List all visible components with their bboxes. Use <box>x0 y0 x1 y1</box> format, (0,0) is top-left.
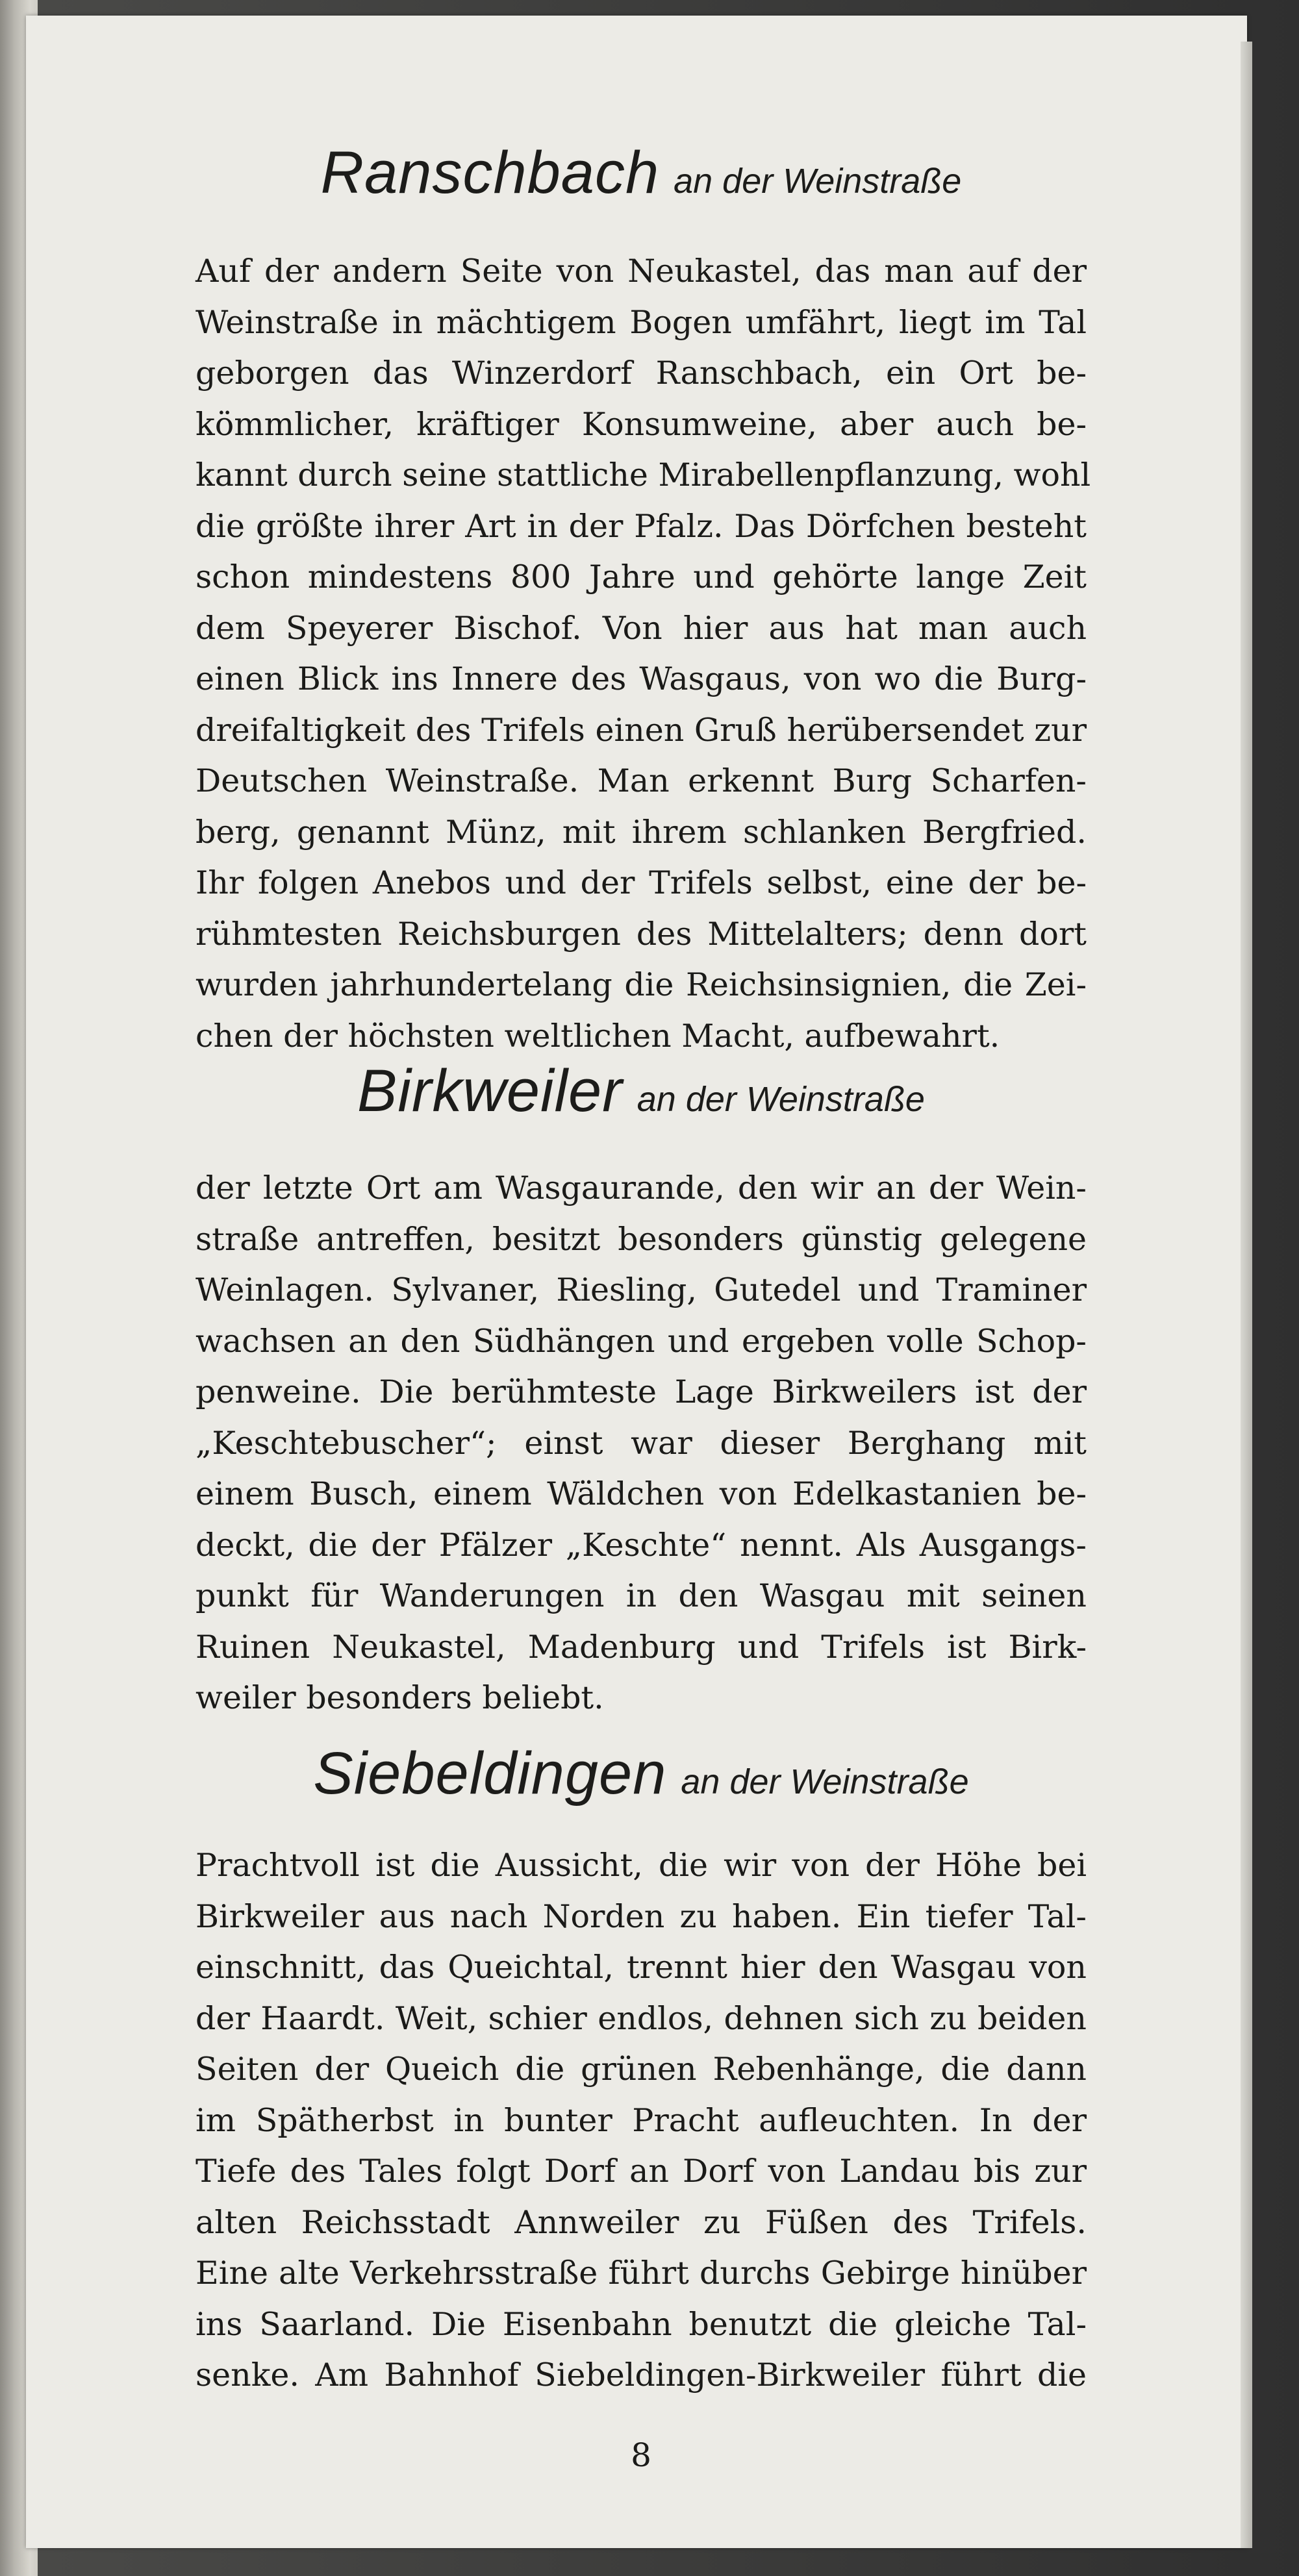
text-line: „Keschtebuscher“; einst war dieser Berghang mit <box>195 1424 1087 1462</box>
text-line: Weinlagen. Sylvaner, Riesling, Gutedel und Traminer <box>195 1271 1087 1308</box>
page-stack-edge <box>1241 42 1252 2548</box>
heading-birkweiler <box>195 1057 1087 1125</box>
text-line: Deutschen Weinstraße. Man erkennt Burg Scharfen- <box>195 762 1087 799</box>
text-line: schon mindestens 800 Jahre und gehörte lange Zeit <box>195 558 1087 595</box>
text-line: Tiefe des Tales folgt Dorf an Dorf von Landau bis zur <box>195 2153 1087 2190</box>
text-line: kannt durch seine stattliche Mirabellenpflanzung, wohl <box>195 456 1091 494</box>
text-line: im Spätherbst in bunter Pracht aufleuchten. In der <box>195 2101 1087 2139</box>
book-page <box>26 16 1247 2548</box>
text-line: Eine alte Verkehrsstraße führt durchs Gebirge hinüber <box>195 2255 1087 2292</box>
text-line: senke. Am Bahnhof Siebeldingen-Birkweiler führt die <box>195 2357 1087 2394</box>
text-line: der Haardt. Weit, schier endlos, dehnen sich zu beiden <box>195 1999 1087 2037</box>
text-line: wachsen an den Südhängen und ergeben volle Schop- <box>195 1322 1087 1360</box>
text-line: kömmlicher, kräftiger Konsumweine, aber auch be- <box>195 405 1087 443</box>
text-line: deckt, die der Pfälzer „Keschte“ nennt. Als Ausgangs- <box>195 1526 1087 1564</box>
text-line: weiler besonders beliebt. <box>195 1679 604 1716</box>
text-line: die größte ihrer Art in der Pfalz. Das Dörfchen besteht <box>195 507 1087 545</box>
paragraph-siebeldingen <box>195 1840 1087 2401</box>
text-line: chen der höchsten weltlichen Macht, aufbewahrt. <box>195 1017 1000 1055</box>
heading-title: Siebeldingen <box>313 1740 667 1807</box>
text-line: berg, genannt Münz, mit ihrem schlanken Bergfried. <box>195 813 1087 851</box>
text-line: geborgen das Winzerdorf Ranschbach, ein Ort be- <box>195 355 1087 392</box>
paragraph-birkweiler <box>195 1163 1087 1724</box>
text-line: einschnitt, das Queichtal, trennt hier den Wasgau von <box>195 1949 1087 1986</box>
text-line: Prachtvoll ist die Aussicht, die wir von der Höhe bei <box>195 1847 1087 1884</box>
text-line: punkt für Wanderungen in den Wasgau mit seinen <box>195 1577 1087 1614</box>
text-line: wurden jahrhundertelang die Reichsinsignien, die Zei- <box>195 966 1087 1003</box>
text-line: der letzte Ort am Wasgaurande, den wir an der Wein- <box>195 1169 1087 1207</box>
text-line: rühmtesten Reichsburgen des Mittelalters; denn dort <box>195 915 1087 953</box>
paragraph-ranschbach <box>195 246 1091 1062</box>
text-line: Auf der andern Seite von Neukastel, das man auf der <box>195 253 1087 290</box>
heading-suffix: an der Weinstraße <box>674 162 962 201</box>
heading-suffix: an der Weinstraße <box>681 1762 969 1801</box>
text-line: ins Saarland. Die Eisenbahn benutzt die gleiche Tal- <box>195 2305 1087 2343</box>
text-line: Seiten der Queich die grünen Rebenhänge, die dann <box>195 2051 1087 2088</box>
text-line: Birkweiler aus nach Norden zu haben. Ein tiefer Tal- <box>195 1897 1087 1935</box>
heading-title: Birkweiler <box>357 1058 623 1124</box>
text-line: Weinstraße in mächtigem Bogen umfährt, liegt im Tal <box>195 303 1087 341</box>
text-line: straße antreffen, besitzt besonders günstig gelegene <box>195 1220 1087 1258</box>
heading-suffix: an der Weinstraße <box>637 1080 925 1119</box>
heading-ranschbach <box>195 139 1087 207</box>
text-line: einen Blick ins Innere des Wasgaus, von wo die Burg- <box>195 660 1087 697</box>
page-number: 8 <box>631 2436 651 2474</box>
text-line: alten Reichsstadt Annweiler zu Füßen des Trifels. <box>195 2203 1087 2241</box>
heading-siebeldingen <box>195 1740 1087 1808</box>
text-line: penweine. Die berühmteste Lage Birkweilers ist der <box>195 1373 1087 1410</box>
text-line: Ruinen Neukastel, Madenburg und Trifels ist Birk- <box>195 1628 1087 1666</box>
text-line: dem Speyerer Bischof. Von hier aus hat man auch <box>195 609 1087 647</box>
text-line: dreifaltigkeit des Trifels einen Gruß herübersendet zur <box>195 711 1087 749</box>
text-line: einem Busch, einem Wäldchen von Edelkastanien be- <box>195 1475 1087 1512</box>
text-line: Ihr folgen Anebos und der Trifels selbst, eine der be- <box>195 864 1087 901</box>
heading-title: Ranschbach <box>320 140 660 206</box>
